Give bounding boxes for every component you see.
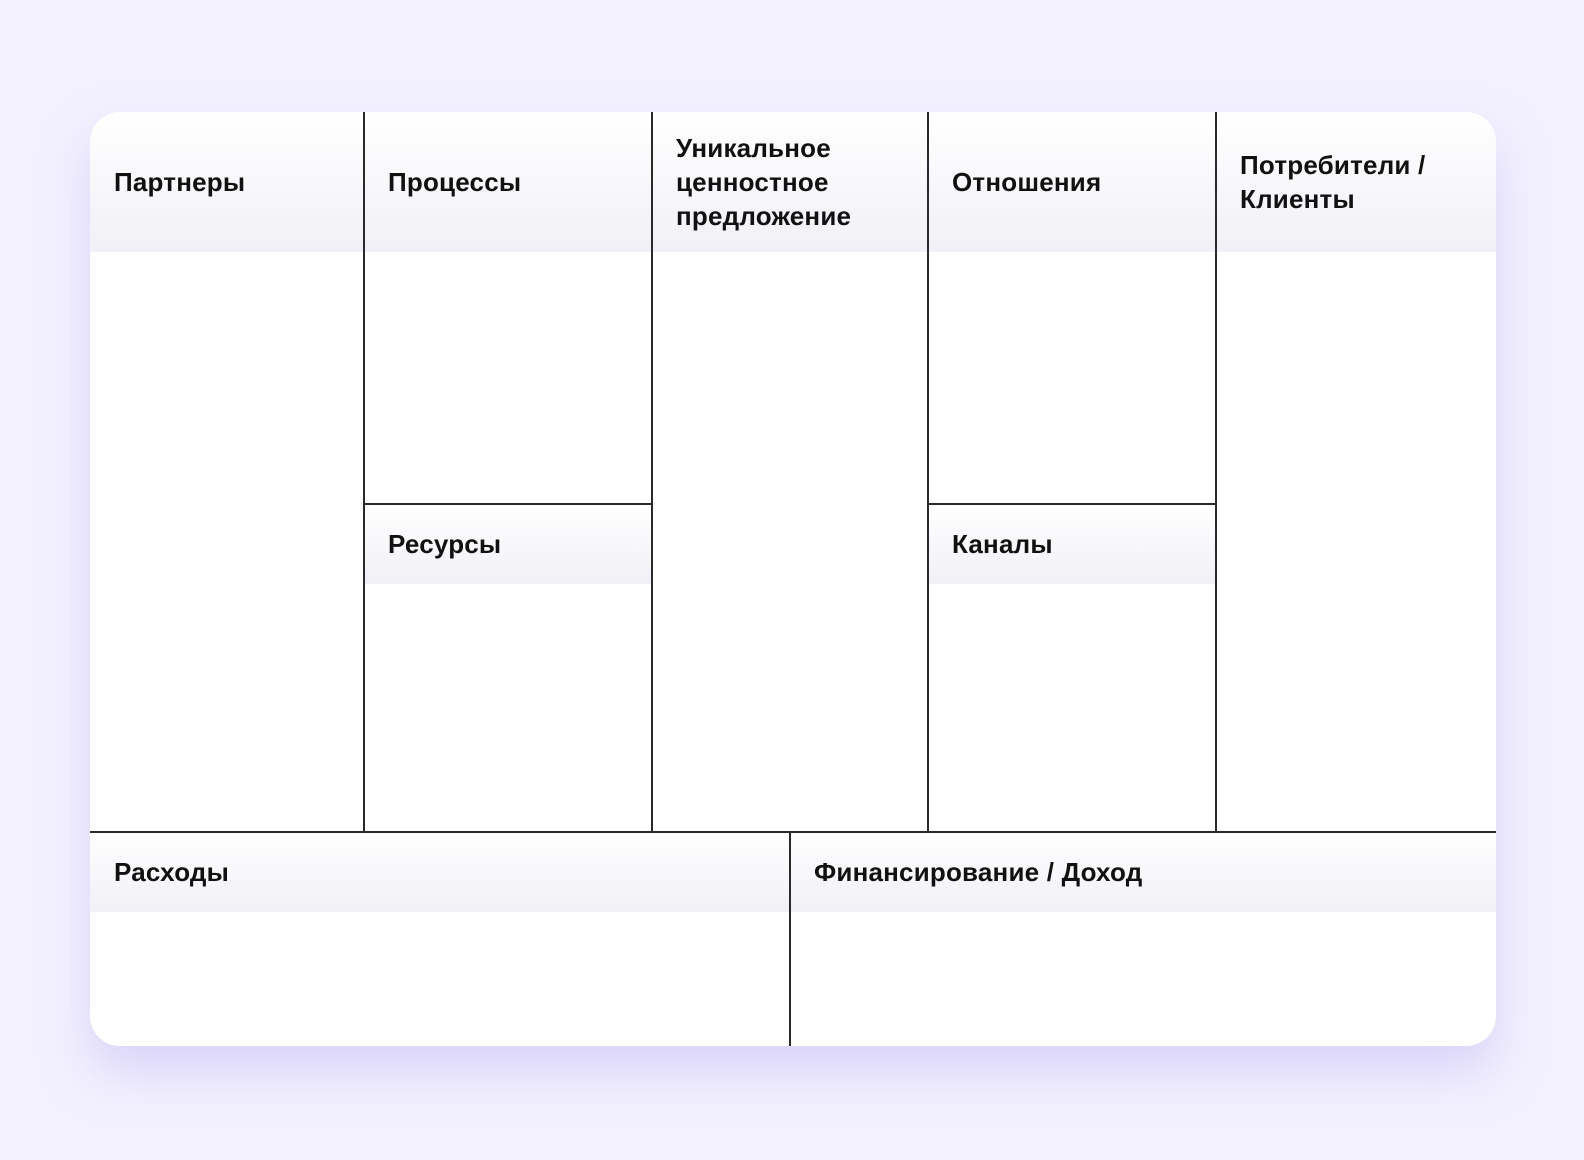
block-title-channels: Каналы <box>952 529 1053 559</box>
block-title-partners: Партнеры <box>114 167 246 197</box>
block-title-resources: Ресурсы <box>388 529 502 559</box>
business-model-canvas <box>90 112 1496 1046</box>
block-title-processes: Процессы <box>388 167 522 197</box>
block-title-revenue: Финансирование / Доход <box>814 857 1143 887</box>
block-value-proposition <box>652 112 928 832</box>
block-processes <box>364 112 652 504</box>
divider-line <box>928 503 1216 505</box>
divider-line <box>651 112 653 832</box>
block-channels <box>928 504 1216 832</box>
divider-line <box>90 831 1496 833</box>
block-relationships <box>928 112 1216 504</box>
block-title-relationships: Отношения <box>952 167 1102 197</box>
divider-line <box>789 832 791 1046</box>
divider-line <box>927 112 929 832</box>
divider-line <box>1215 112 1217 832</box>
block-title-costs: Расходы <box>114 857 230 887</box>
block-partners <box>90 112 364 832</box>
block-costs <box>90 832 790 1046</box>
block-resources <box>364 504 652 832</box>
block-revenue <box>790 832 1496 1046</box>
block-title-value-proposition: Уникальное ценностное предложение <box>676 133 852 231</box>
block-customers <box>1216 112 1496 832</box>
divider-line <box>364 503 652 505</box>
block-title-customers: Потребители / Клиенты <box>1240 150 1426 214</box>
divider-line <box>363 112 365 832</box>
